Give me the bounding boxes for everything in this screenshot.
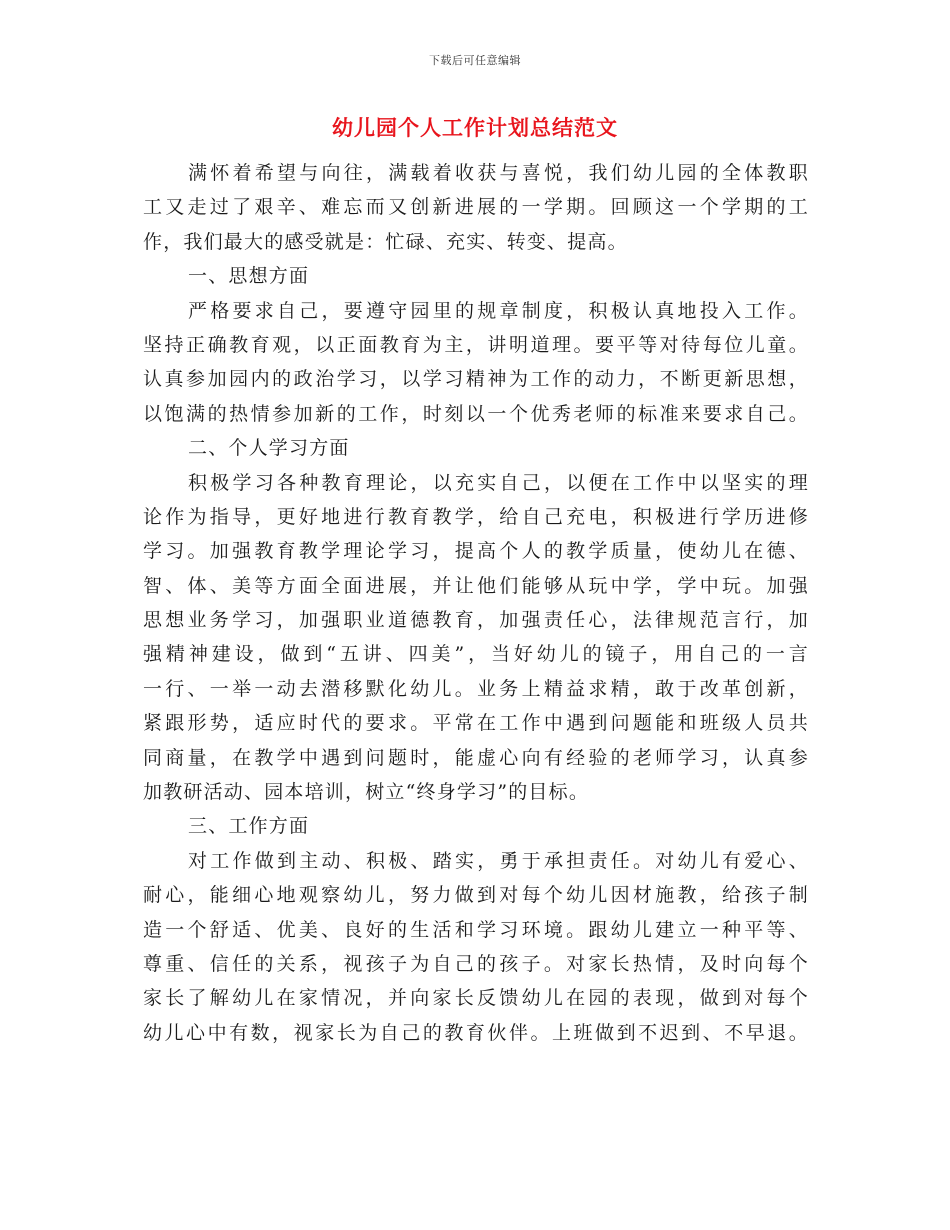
- body-line: 论作为指导，更好地进行教育教学，给自己充电，积极进行学历进修: [143, 505, 809, 528]
- body-line: 满怀着希望与向往，满载着收获与喜悦，我们幼儿园的全体教职: [188, 162, 809, 184]
- body-line: 加教研活动、园本培训，树立“终身学习”的目标。: [143, 781, 590, 804]
- body-line: 严格要求自己，要遵守园里的规章制度，积极认真地投入工作。: [188, 299, 809, 322]
- body-line: 对工作做到主动、积极、踏实，勇于承担责任。对幼儿有爱心、: [188, 849, 809, 872]
- section-heading: 一、思想方面: [188, 265, 310, 288]
- body-line: 家长了解幼儿在家情况，并向家长反馈幼儿在园的表现，做到对每个: [143, 987, 809, 1010]
- body-line: 以饱满的热情参加新的工作，时刻以一个优秀老师的标准来要求自己。: [143, 402, 809, 425]
- body-line: 作，我们最大的感受就是：忙碌、充实、转变、提高。: [143, 230, 628, 253]
- document-title: 幼儿园个人工作计划总结范文: [332, 115, 618, 140]
- body-line: 工又走过了艰辛、难忘而又创新进展的一学期。回顾这一个学期的工: [143, 196, 809, 219]
- header-note: 下载后可任意编辑: [429, 54, 521, 67]
- document-body: [143, 156, 809, 1050]
- body-line: 坚持正确教育观，以正面教育为主，讲明道理。要平等对待每位儿童。: [143, 333, 809, 356]
- body-line: 同商量，在教学中遇到问题时，能虚心向有经验的老师学习，认真参: [143, 746, 809, 769]
- body-line: 学习。加强教育教学理论学习，提高个人的教学质量，使幼儿在德、: [143, 540, 809, 563]
- body-line: 尊重、信任的关系，视孩子为自己的孩子。对家长热情，及时向每个: [143, 952, 809, 975]
- section-heading: 三、工作方面: [188, 815, 310, 838]
- body-line: 积极学习各种教育理论，以充实自己，以便在工作中以坚实的理: [188, 471, 809, 494]
- body-line: 紧跟形势，适应时代的要求。平常在工作中遇到问题能和班级人员共: [143, 712, 809, 735]
- body-line: 一行、一举一动去潜移默化幼儿。业务上精益求精，敢于改革创新，: [143, 677, 809, 700]
- body-line: 造一个舒适、优美、良好的生活和学习环境。跟幼儿建立一种平等、: [143, 918, 809, 941]
- body-line: 认真参加园内的政治学习，以学习精神为工作的动力，不断更新思想，: [143, 368, 809, 391]
- body-line: 强精神建设，做到“五讲、四美”，当好幼儿的镜子，用自己的一言: [143, 643, 809, 666]
- body-line: 幼儿心中有数，视家长为自己的教育伙伴。上班做到不迟到、不早退。: [143, 1021, 809, 1044]
- body-line: 耐心，能细心地观察幼儿，努力做到对每个幼儿因材施教，给孩子制: [143, 884, 809, 907]
- section-heading: 二、个人学习方面: [188, 437, 350, 460]
- body-line: 思想业务学习，加强职业道德教育，加强责任心，法律规范言行，加: [143, 609, 809, 632]
- body-line: 智、体、美等方面全面进展，并让他们能够从玩中学，学中玩。加强: [143, 574, 809, 597]
